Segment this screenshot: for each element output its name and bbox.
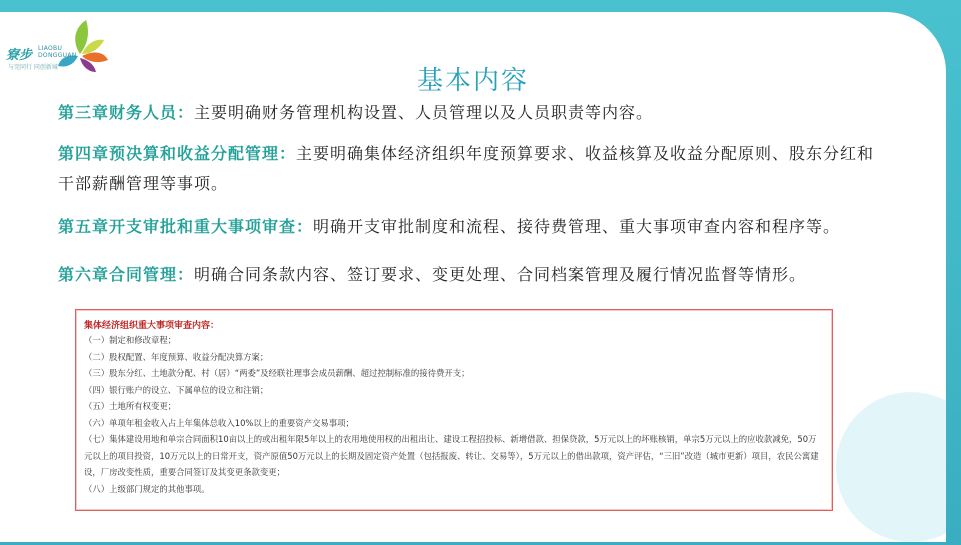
list-item: （一）制定和修改章程； [84, 335, 177, 345]
chapter-6 [58, 260, 886, 290]
logo-en-line1: LIAOBU [38, 45, 63, 52]
chapter-3-body: 主要明确财务管理机构设置、人员管理以及人员职责等内容。 [194, 103, 654, 122]
chapter-4 [58, 139, 886, 199]
chapter-6-body: 明确合同条款内容、签订要求、变更处理、合同档案管理及履行情况监督等情形。 [194, 265, 807, 284]
chapter-5-heading: 第五章开支审批和重大事项审查： [58, 217, 314, 236]
logo-en-text [38, 45, 77, 59]
list-item: （六）单项年租金收入占上年集体总收入10%以上的重要资产交易事项； [84, 417, 354, 428]
list-item: （四）银行账户的设立、下属单位的设立和注销； [84, 384, 269, 395]
content-card [0, 12, 946, 542]
chapter-5-body: 明确开支审批制度和流程、接待费管理、重大事项审查内容和程序等。 [313, 217, 841, 236]
major-matters-box [75, 309, 833, 511]
logo-en-line2: DONGGUAN [38, 52, 77, 59]
chapter-3-heading: 第三章财务人员： [58, 103, 195, 122]
list-item: （八）上级部门规定的其他事项。 [84, 483, 210, 494]
logo-cn-text: 寮步 [6, 48, 33, 63]
slide-title: 基本内容 [416, 66, 529, 96]
chapter-4-heading: 第四章预决算和收益分配管理： [58, 144, 297, 163]
logo-slogan: 与莞同行 同创新城 [8, 64, 58, 71]
list-item: （二）股权配置、年度预算、收益分配决算方案； [84, 351, 269, 362]
chapter-5 [58, 212, 886, 242]
list-item: （五）土地所有权变更； [84, 401, 177, 411]
box-title: 集体经济组织重大事项审查内容： [84, 321, 220, 331]
chapter-3 [58, 98, 886, 128]
list-item: （三）股东分红、土地款分配、村（居）“两委”及经联社理事会成员薪酬、超过控制标准的接待费开支； [84, 368, 470, 378]
list-item: （七）集体建设用地和单宗合同面积10亩以上的或出租年限5年以上的农用地使用权的出租出让、建设工程招投标、新增借款、担保贷款，5万元以上的坏账核销，单宗5万元以上的应收款减免，50万元以上的项目投资，10万元以上的日常开支，资产原值50万元以上的长期及固定资产处置（包括报废、转让、交易等），5万元以上的借出款项，资产评估，“三旧”改造（城市更新）项目，农民公寓建设，厂房改变性质，重要合同签订及其变更条款变更； [84, 434, 819, 477]
chapter-6-heading: 第六章合同管理： [58, 265, 195, 284]
chapter-4-body: 主要明确集体经济组织年度预算要求、收益核算及收益分配原则、股东分红和干部薪酬管理等事项。 [58, 144, 875, 193]
box-list [84, 332, 822, 497]
